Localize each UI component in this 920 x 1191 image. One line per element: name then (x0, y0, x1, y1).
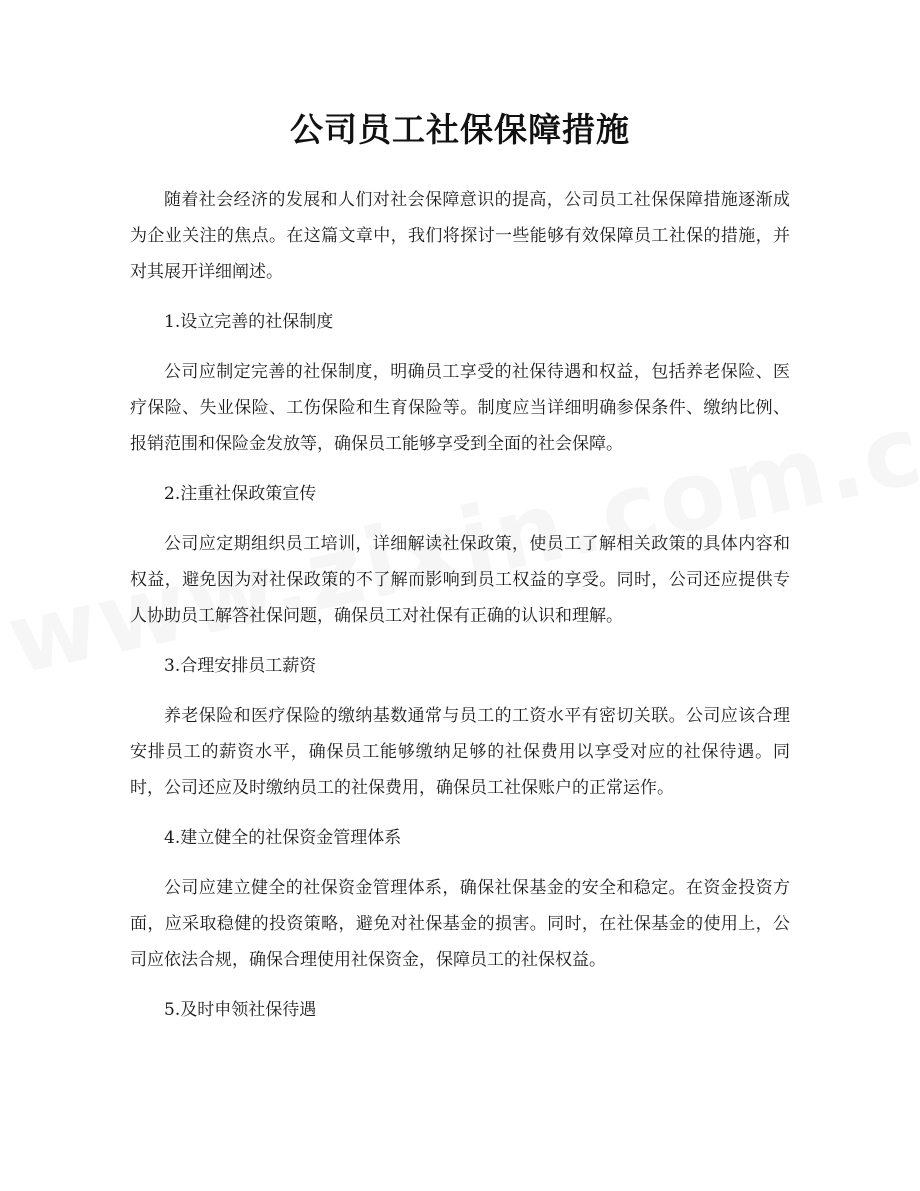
spacer (130, 462, 790, 476)
spacer (130, 512, 790, 526)
section-heading-5: 5.及时申领社保待遇 (164, 1000, 317, 1020)
spacer (130, 978, 790, 992)
spacer (130, 684, 790, 698)
section-heading-3: 3.合理安排员工薪资 (164, 656, 317, 676)
spacer (130, 806, 790, 820)
section-body-2: 公司应定期组织员工培训，详细解读社保政策，使员工了解相关政策的具体内容和权益，避免因为对社保政策的不了解而影响到员工权益的享受。同时，公司还应提供专人协助员工解答社保问题，确保员工对社保有正确的认识和理解。 (130, 534, 790, 626)
section-heading-4: 4.建立健全的社保资金管理体系 (164, 828, 402, 848)
section-heading-1: 1.设立完善的社保制度 (164, 312, 334, 332)
spacer (130, 856, 790, 870)
section-heading-2: 2.注重社保政策宣传 (164, 484, 317, 504)
section-body-3: 养老保险和医疗保险的缴纳基数通常与员工的工资水平有密切关联。公司应该合理安排员工的薪资水平，确保员工能够缴纳足够的社保费用以享受对应的社保待遇。同时，公司还应及时缴纳员工的社保费用，确保员工社保账户的正常运作。 (130, 706, 790, 798)
section-body-4: 公司应建立健全的社保资金管理体系，确保社保基金的安全和稳定。在资金投资方面，应采取稳健的投资策略，避免对社保基金的损害。同时，在社保基金的使用上，公司应依法合规，确保合理使用社保资金，保障员工的社保权益。 (130, 878, 790, 970)
spacer (130, 634, 790, 648)
intro-paragraph: 随着社会经济的发展和人们对社会保障意识的提高，公司员工社保保障措施逐渐成为企业关注的焦点。在这篇文章中，我们将探讨一些能够有效保障员工社保的措施，并对其展开详细阐述。 (130, 190, 790, 282)
spacer (130, 340, 790, 354)
spacer (130, 290, 790, 304)
section-body-1: 公司应制定完善的社保制度，明确员工享受的社保待遇和权益，包括养老保险、医疗保险、失业保险、工伤保险和生育保险等。制度应当详细明确参保条件、缴纳比例、报销范围和保险金发放等，确保员工能够享受到全面的社会保障。 (130, 362, 790, 454)
document-body (130, 182, 790, 1028)
page-title: 公司员工社保保障措施 (290, 110, 630, 149)
